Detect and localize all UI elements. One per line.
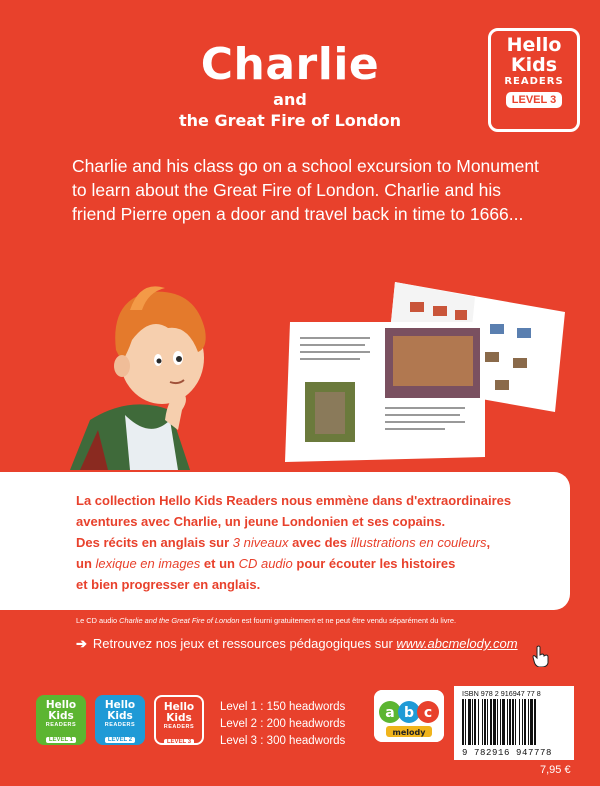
barcode [462,699,566,745]
barcode-bar [493,699,496,745]
barcode-bar [530,699,533,745]
charlie-illustration [70,270,290,470]
logo-readers: READERS [504,76,564,87]
headwords-level-3: Level 3 : 300 headwords [220,735,346,747]
title-and: and [273,90,307,109]
mini-readers: READERS [163,724,195,730]
barcode-bar [522,699,523,745]
arrow-right-icon: ➔ [76,636,87,651]
mini-hello: Hello [163,701,195,713]
logo-letter-a: a [385,705,395,721]
collection-line-4 [76,553,566,574]
barcode-bar [490,699,492,745]
collection-line-1: La collection Hello Kids Readers nous emmène dans d'extraordinaires [76,493,512,508]
barcode-bar [468,699,471,745]
collection-line-2: aventures avec Charlie, un jeune Londonien et ses copains. [76,514,446,529]
emphasis-cd: CD audio [238,556,293,571]
barcode-bar [524,699,526,745]
mini-readers: READERS [104,722,136,728]
barcode-bar [482,699,483,745]
emphasis-levels: 3 niveaux [232,535,289,550]
barcode-bar [462,699,464,745]
mini-level: LEVEL 2 [105,737,135,743]
price: 7,95 € [540,764,571,776]
barcode-bar [474,699,476,745]
barcode-bar [528,699,529,745]
barcode-bar [484,699,486,745]
headwords-level-2: Level 2 : 200 headwords [220,718,346,730]
logo-melody: melody [392,728,426,737]
barcode-bar [502,699,505,745]
logo-hello: Hello [506,34,562,56]
text-span: un [76,556,96,571]
logo-kids: Kids [510,54,558,76]
barcode-bar [509,699,511,745]
mini-kids: Kids [48,710,74,722]
mini-kids: Kids [166,712,192,724]
level-2-logo [95,695,145,745]
logo-letter-b: b [403,705,415,721]
resources-line [76,636,518,652]
barcode-bar [487,699,488,745]
story-blurb: Charlie and his class go on a school excursion to Monument to learn about the Great Fire of London. Charlie and his friend Pierre open a door and travel back in time to 1666... [72,156,539,224]
text-span: et un [200,556,239,571]
cd-note [76,616,456,625]
barcode-bar [500,699,501,745]
website-link[interactable]: www.abcmelody.com [396,636,518,651]
mini-hello: Hello [104,699,136,711]
mini-level: LEVEL 3 [164,739,194,745]
headwords-list [220,699,345,750]
text-span: Des récits en anglais sur [76,535,233,550]
text-span: avec des [288,535,351,550]
mini-readers: READERS [45,722,77,728]
emphasis-lexique: lexique en images [95,556,201,571]
text-span: pour écouter les histoires [292,556,456,571]
mini-hello: Hello [45,699,77,711]
barcode-bar [472,699,473,745]
abc-melody-logo [374,690,444,742]
collection-description [76,490,566,595]
collection-line-3 [76,532,566,553]
hand-cursor-icon [531,645,551,667]
emphasis-illustrations: illustrations en couleurs [350,535,487,550]
barcode-bar [465,699,466,745]
mini-level: LEVEL 1 [46,737,76,743]
barcode-bar [507,699,508,745]
mini-kids: Kids [107,710,133,722]
barcode-bar [534,699,536,745]
logo-letter-c: c [423,705,433,721]
logo-level: LEVEL 3 [506,92,562,108]
barcode-bar [515,699,516,745]
cd-title: Charlie and the Great Fire of London [119,616,240,625]
hello-kids-logo [488,28,580,132]
title-subtitle: the Great Fire of London [178,111,401,130]
barcode-bar [512,699,514,745]
barcode-bar [519,699,520,745]
level-1-logo [36,695,86,745]
book-pages-illustration [285,262,575,462]
book-title [150,39,430,132]
barcode-bar [478,699,479,745]
headwords-level-1: Level 1 : 150 headwords [220,701,346,713]
isbn-number: ISBN 978 2 916947 77 8 [462,689,541,698]
text-span: , [486,535,491,550]
resources-text: Retrouvez nos jeux et ressources pédagogiques sur [92,636,397,651]
collection-line-5: et bien progresser en anglais. [76,577,261,592]
text-span: Le CD audio [76,616,120,625]
barcode-bar [497,699,498,745]
ean-number: 9 782916 947778 [462,748,553,758]
title-main: Charlie [200,39,380,90]
level-3-logo [154,695,204,745]
text-span: est fourni gratuitement et ne peut être vendu séparément du livre. [239,616,457,625]
